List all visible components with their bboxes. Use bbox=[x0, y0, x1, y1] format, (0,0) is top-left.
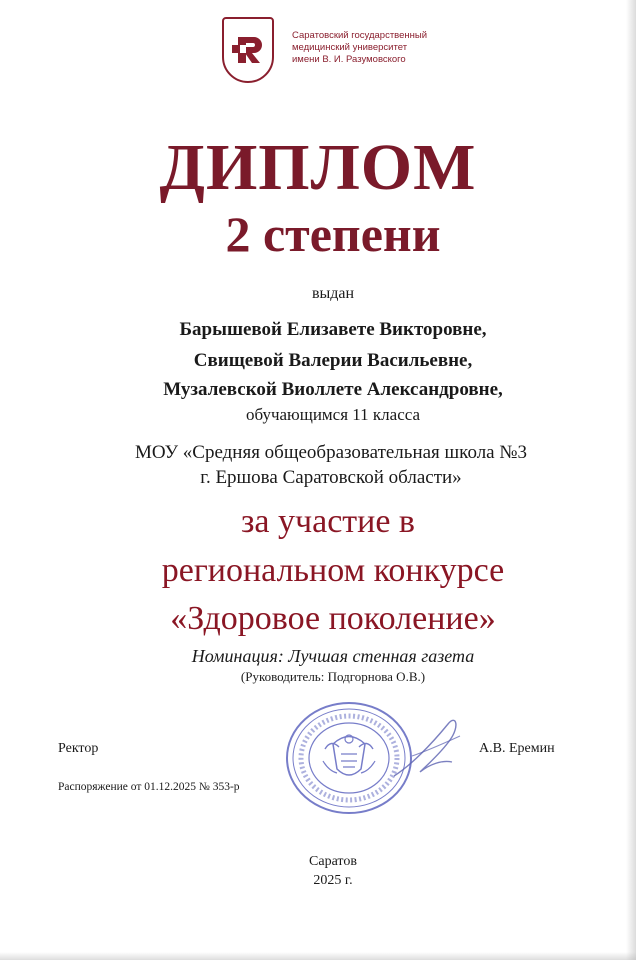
university-name-line: медицинский университет bbox=[292, 42, 408, 53]
handwritten-signature bbox=[390, 716, 470, 786]
diploma-degree: 2 степени bbox=[225, 206, 441, 262]
rector-name: А.В. Еремин bbox=[479, 741, 555, 756]
university-name-line: имени В. И. Разумовского bbox=[292, 54, 406, 65]
recipient-name: Барышевой Елизавете Викторовне, bbox=[179, 319, 487, 340]
award-reason-line: региональном конкурсе bbox=[161, 552, 505, 589]
leader-line: (Руководитель: Подгорнова О.В.) bbox=[240, 669, 426, 684]
award-reason-line: за участие в bbox=[240, 503, 415, 540]
university-name bbox=[292, 30, 492, 66]
page-edge-shadow bbox=[626, 0, 636, 960]
issued-label: выдан bbox=[311, 285, 355, 302]
rector-label: Ректор bbox=[58, 741, 99, 756]
university-name-line: Саратовский государственный bbox=[292, 30, 428, 41]
order-reference: Распоряжение от 01.12.2025 № 353-р bbox=[58, 781, 240, 793]
school-name-line: г. Ершова Саратовской области» bbox=[200, 467, 462, 488]
city: Саратов bbox=[309, 854, 357, 869]
students-class-line: обучающимся 11 класса bbox=[245, 405, 421, 424]
school-name-line: МОУ «Средняя общеобразовательная школа №3 bbox=[135, 442, 527, 463]
nomination: Номинация: Лучшая стенная газета bbox=[191, 646, 475, 666]
diploma-title: ДИПЛОМ bbox=[159, 131, 477, 204]
page-bottom-shadow bbox=[0, 952, 636, 960]
university-logo-icon bbox=[222, 17, 274, 83]
recipient-name: Музалевской Виоллете Александровне, bbox=[163, 379, 503, 400]
recipient-name: Свищевой Валерии Васильевне, bbox=[193, 350, 473, 371]
contest-name: «Здоровое поколение» bbox=[170, 600, 496, 637]
year: 2025 г. bbox=[313, 873, 353, 888]
